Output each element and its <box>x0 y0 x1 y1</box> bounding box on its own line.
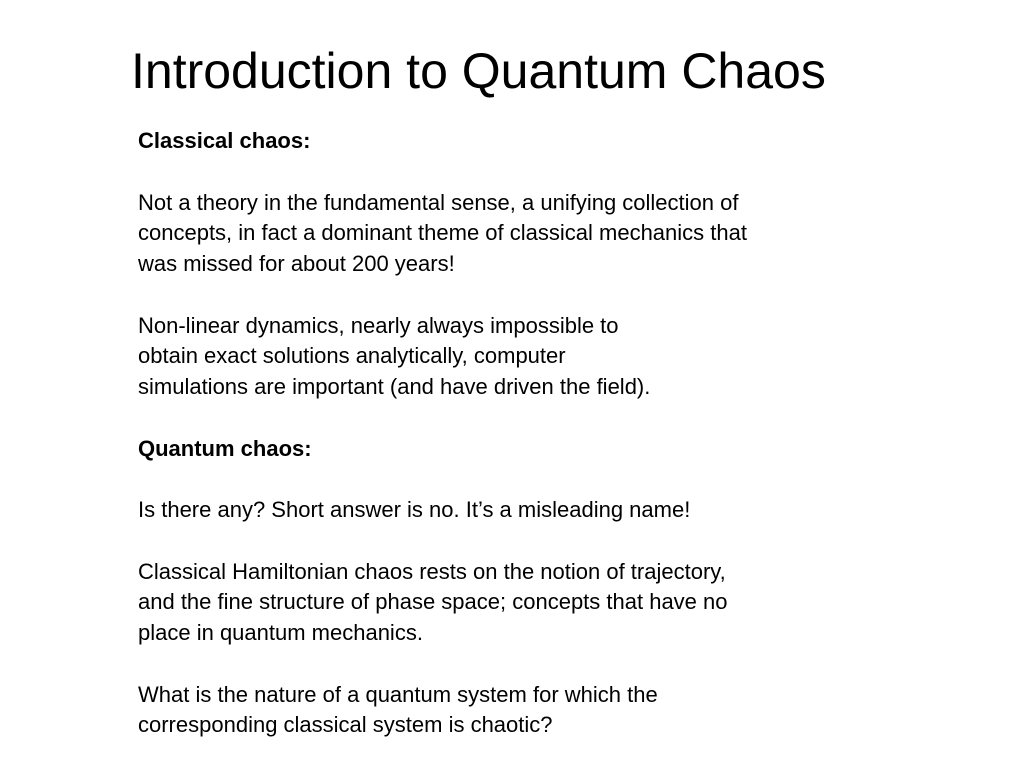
text-line: Classical Hamiltonian chaos rests on the notion of trajectory, <box>138 558 726 584</box>
quantum-paragraph-2 <box>138 557 898 649</box>
text-line: and the fine structure of phase space; concepts that have no <box>138 589 728 615</box>
quantum-paragraph-3 <box>138 680 898 742</box>
text-line: Non-linear dynamics, nearly always impossible to <box>138 312 619 338</box>
spacer <box>138 526 898 557</box>
spacer <box>138 157 898 188</box>
quantum-chaos-heading: Quantum chaos: <box>138 435 312 461</box>
classical-chaos-heading: Classical chaos: <box>138 128 311 153</box>
spacer <box>138 403 898 434</box>
text-line: What is the nature of a quantum system for which the <box>138 681 658 707</box>
classical-paragraph-1 <box>138 188 898 280</box>
classical-paragraph-2 <box>138 311 898 403</box>
spacer <box>138 464 898 495</box>
text-line: corresponding classical system is chaotic? <box>138 712 553 738</box>
text-line: simulations are important (and have driven the field). <box>138 374 651 399</box>
text-line: obtain exact solutions analytically, computer <box>138 343 566 369</box>
text-line: was missed for about 200 years! <box>138 251 455 276</box>
quantum-paragraph-1 <box>138 495 898 526</box>
spacer <box>138 649 898 680</box>
text-line: concepts, in fact a dominant theme of classical mechanics that <box>138 220 747 246</box>
text-line: Not a theory in the fundamental sense, a unifying collection of <box>138 189 739 215</box>
slide-title: Introduction to Quantum Chaos <box>131 43 826 99</box>
slide-body <box>138 126 898 741</box>
spacer <box>138 280 898 311</box>
text-line: Is there any? Short answer is no. It’s a misleading name! <box>138 497 691 522</box>
text-line: place in quantum mechanics. <box>138 620 423 645</box>
